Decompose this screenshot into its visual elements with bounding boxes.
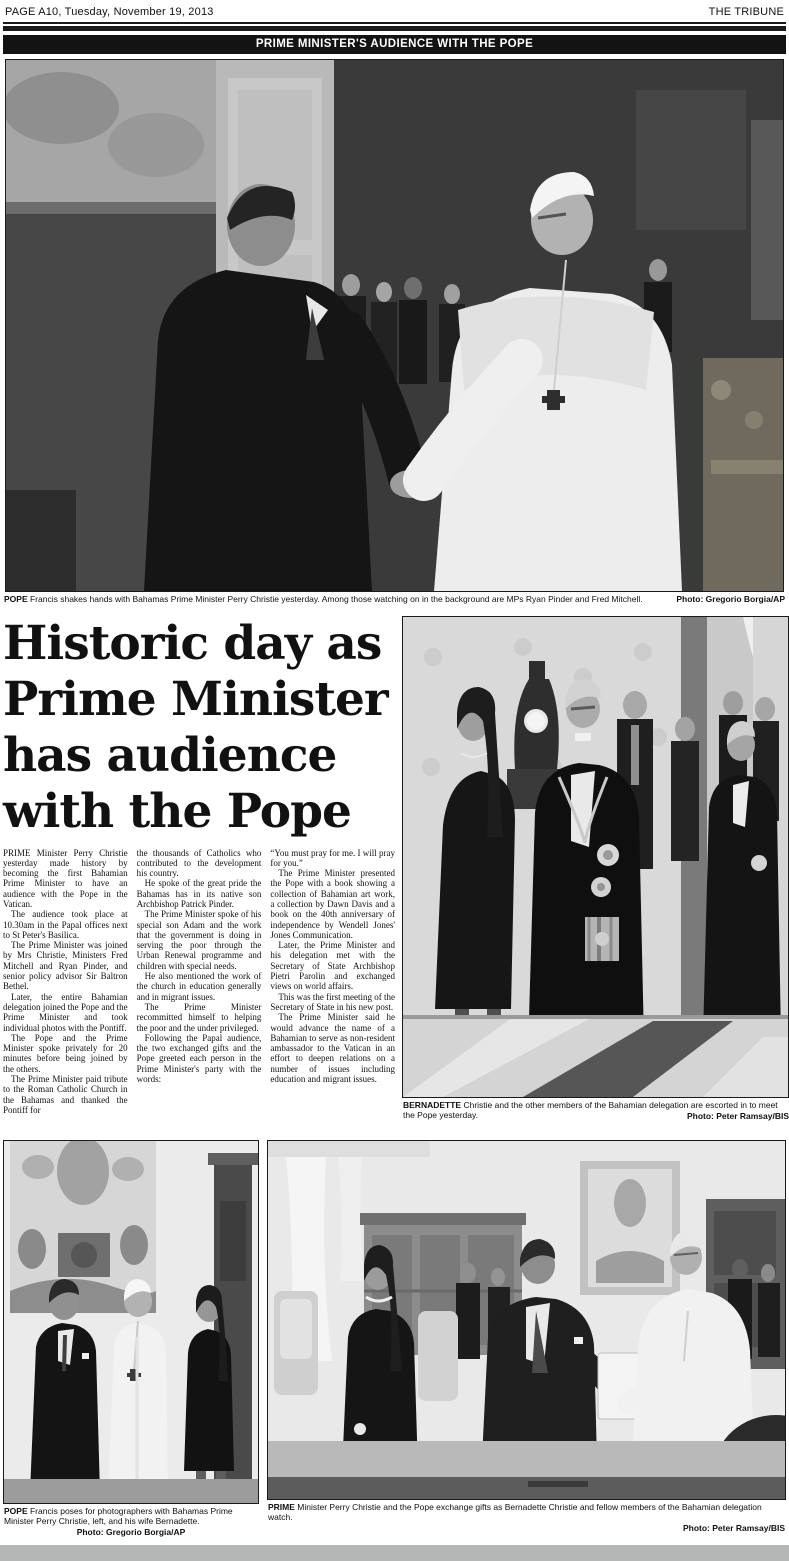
paragraph: He also mentioned the work of the church in education generally and in migrant issues. — [136, 971, 262, 1002]
sash-rosette — [585, 917, 619, 961]
top-photo-credit: Photo: Gregorio Borgia/AP — [676, 594, 785, 604]
paragraph: Later, the Prime Minister and his delegation met with the Secretary of State Archbishop Pietri Parolin and exchanged views on world affairs. — [270, 940, 396, 992]
paragraph: PRIME Minister Perry Christie yesterday made history by becoming the first Bahamian Prime Minister to have an audience with the Pope in the Vatican. — [3, 847, 128, 909]
paragraph: Following the Papal audience, the two exchanged gifts and the Pope greeted each person in the Prime Minister's party with the words: — [136, 1032, 262, 1085]
page-info: PAGE A10, Tuesday, November 19, 2013 — [5, 6, 214, 18]
top-photo-caption — [3, 592, 786, 605]
headline-line: has audience — [3, 727, 337, 783]
article-column-2 — [137, 848, 262, 1116]
side-photo-credit: Photo: Peter Ramsay/BIS — [683, 1111, 789, 1122]
masthead — [3, 0, 786, 22]
bottom-right-photo-illustration — [268, 1141, 785, 1499]
bottom-right-caption-text: PRIME Minister Perry Christie and the Pope exchange gifts as Bernadette Christie and fellow members of the Bahamian delegation watch. — [268, 1501, 762, 1522]
table-edge — [268, 1477, 785, 1499]
paragraph: The audience took place at 10.30am in the Papal offices next to St Peter's Basilica. — [3, 909, 128, 940]
bottom-section — [3, 1140, 786, 1538]
article-column-3 — [270, 848, 395, 1116]
paragraph: He spoke of the great pride the Bahamas has in its native son Archbishop Patrick Pinder. — [136, 878, 262, 909]
bottom-right-photo — [267, 1140, 786, 1500]
paragraph: This was the first meeting of the Secretary of State in his new post. — [270, 991, 396, 1012]
top-photo — [5, 59, 784, 592]
bottom-left-caption — [3, 1504, 259, 1538]
section-banner: PRIME MINISTER'S AUDIENCE WITH THE POPE — [3, 35, 786, 54]
side-photo-area — [402, 616, 789, 1122]
bottom-left-area — [3, 1140, 259, 1538]
bottom-left-photo — [3, 1140, 259, 1504]
side-photo-caption — [402, 1098, 789, 1122]
caption-lead: PRIME — [268, 1501, 295, 1512]
bottom-left-credit: Photo: Gregorio Borgia/AP — [76, 1526, 186, 1537]
paragraph: the thousands of Catholics who contributed to the development his country. — [136, 847, 262, 879]
paragraph: Later, the entire Bahamian delegation joined the Pope and the Prime Minister and took individual photos with the Pontiff. — [3, 991, 128, 1033]
headline-line: with the Pope — [3, 783, 351, 839]
side-photo-illustration — [403, 617, 788, 1097]
headline-line: Prime Minister — [3, 671, 388, 727]
headline — [3, 616, 395, 840]
paragraph: The Prime Minister said he would advance the name of a Bahamian to serve as non-resident ambassador to the Vatican in an effort to deepen relations on a number of issues including education and migrant issues. — [270, 1012, 396, 1085]
article-column-area — [3, 616, 395, 1122]
bottom-right-credit: Photo: Peter Ramsay/BIS — [682, 1522, 785, 1533]
headline-line: Historic day as — [3, 615, 382, 671]
bottom-left-caption-text: POPE Francis poses for photographers with Bahamas Prime Minister Perry Christie, left, and his wife Bernadette. — [4, 1505, 233, 1526]
side-photo-caption-text: BERNADETTE Christie and the other members of the Bahamian delegation are escorted in to meet the Pope yesterday. — [403, 1099, 778, 1120]
bottom-right-area — [267, 1140, 786, 1538]
paragraph: The Prime Minister paid tribute to the Roman Catholic Church in the Bahamas and thanked the Pontiff for — [3, 1074, 128, 1115]
article-body — [3, 848, 395, 1116]
caption-lead: BERNADETTE — [403, 1099, 462, 1110]
paper-name: THE TRIBUNE — [708, 6, 784, 18]
article-column-1 — [3, 848, 128, 1116]
footer-band — [0, 1545, 789, 1561]
masthead-rule-thick — [3, 26, 786, 31]
paragraph: The Prime Minister spoke of his special son Adam and the work that the government is doing in serving the poor through the Urban Renewal programme and children with special needs. — [136, 909, 262, 971]
caption-lead: POPE — [4, 1505, 28, 1516]
main-section — [3, 615, 789, 1122]
marble-floor — [403, 1015, 788, 1097]
top-photo-caption-text: POPE Francis shakes hands with Bahamas Prime Minister Perry Christie yesterday. Among those watching on in the background are MPs Ryan Pinder and Fred Mitchell. — [4, 594, 643, 604]
bottom-left-photo-illustration — [4, 1141, 258, 1503]
paragraph: The Prime Minister recommitted himself to helping the poor and the under privileged. — [136, 1001, 262, 1033]
side-photo — [402, 616, 789, 1098]
paragraph: The Prime Minister presented the Pope with a book showing a collection of Bahamian art work, a collection by Dawn Davis and a book on the 40th anniversary of independence by Wendell Jones' Jones Communication. — [270, 868, 396, 940]
top-photo-illustration — [6, 60, 783, 591]
paragraph: “You must pray for me. I will pray for you.” — [270, 847, 396, 868]
caption-lead: POPE — [4, 594, 28, 604]
framed-painting — [580, 1161, 680, 1295]
bottom-right-caption — [267, 1500, 786, 1534]
carpet — [4, 1479, 258, 1503]
carpet — [268, 1441, 785, 1483]
masthead-rule-thin — [3, 22, 786, 24]
paragraph: The Pope and the Prime Minister spoke privately for 20 minutes before being joined by the others. — [3, 1032, 128, 1074]
paragraph: The Prime Minister was joined by Mrs Christie, Ministers Fred Mitchell and Ryan Pinder, and senior policy advisor Sir Baltron Bethel. — [3, 940, 128, 992]
